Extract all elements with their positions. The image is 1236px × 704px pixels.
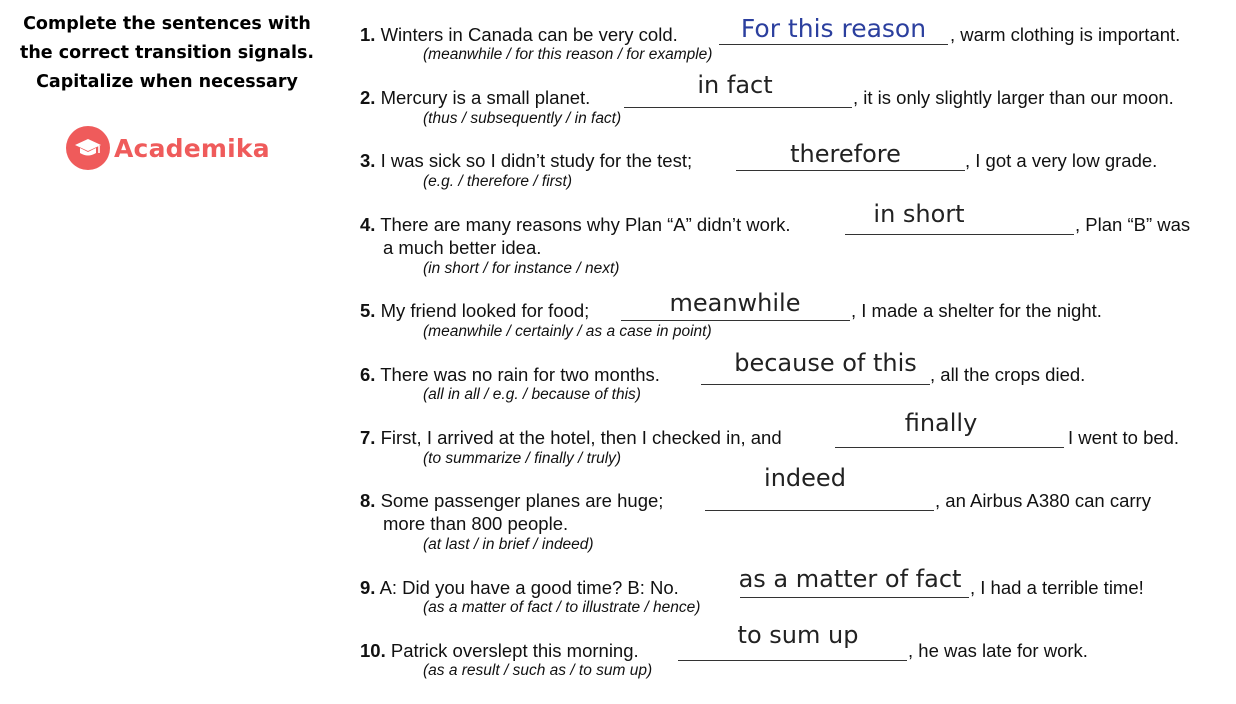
question-number: 5. (360, 300, 376, 321)
answer-text: For this reason (740, 14, 927, 43)
question-number: 3. (360, 150, 376, 171)
question-text: My friend looked for food; (380, 300, 590, 321)
options-hint: (as a matter of fact / to illustrate / hence) (423, 599, 701, 616)
instructions-line-1: Complete the sentences with (23, 14, 311, 34)
options-hint: (in short / for instance / next) (423, 260, 620, 277)
options-hint: (as a result / such as / to sum up) (423, 662, 653, 679)
graduation-cap-icon (66, 126, 110, 170)
question-number: 8. (360, 490, 376, 511)
question-number: 6. (360, 364, 376, 385)
question-text-after: , he was late for work. (908, 640, 1088, 661)
options-hint: (all in all / e.g. / because of this) (423, 386, 641, 403)
options-hint: (e.g. / therefore / first) (423, 173, 573, 190)
question-text: Patrick overslept this morning. (390, 640, 639, 661)
question-text: First, I arrived at the hotel, then I checked in, and (380, 427, 782, 448)
answer-text: finally (904, 409, 978, 437)
question-6 (360, 363, 660, 386)
question-text: There was no rain for two months. (380, 364, 660, 385)
question-text-after: , Plan “B” was (1075, 214, 1191, 235)
question-10 (360, 639, 639, 662)
academika-logo (66, 125, 270, 171)
question-text: I was sick so I didn’t study for the test; (380, 150, 693, 171)
answer-blank[interactable] (736, 170, 965, 171)
question-text: Winters in Canada can be very cold. (380, 24, 678, 45)
question-continuation: more than 800 people. (383, 513, 569, 534)
answer-text: as a matter of fact (738, 565, 962, 593)
answer-text: because of this (734, 349, 917, 377)
question-text-after: , warm clothing is important. (950, 24, 1181, 45)
question-4 (360, 213, 791, 236)
question-text-after: , it is only slightly larger than our moon. (853, 87, 1174, 108)
question-9 (360, 576, 679, 599)
question-text-after: , an Airbus A380 can carry (935, 490, 1151, 511)
question-5 (360, 299, 589, 322)
question-continuation: a much better idea. (383, 237, 542, 258)
logo-text: Academika (114, 133, 270, 163)
answer-blank[interactable] (705, 510, 934, 511)
question-number: 10. (360, 640, 386, 661)
question-text: Some passenger planes are huge; (380, 490, 664, 511)
question-number: 7. (360, 427, 376, 448)
options-hint: (meanwhile / certainly / as a case in point) (423, 323, 712, 340)
question-text: A: Did you have a good time? B: No. (379, 577, 679, 598)
options-hint: (at last / in brief / indeed) (423, 536, 594, 553)
question-text-after: I went to bed. (1068, 427, 1180, 448)
options-hint: (meanwhile / for this reason / for example) (423, 46, 713, 63)
answer-blank[interactable] (621, 320, 850, 321)
instructions-line-3: Capitalize when necessary (36, 72, 298, 92)
answer-text: indeed (764, 464, 846, 492)
options-hint: (thus / subsequently / in fact) (423, 110, 622, 127)
answer-blank[interactable] (719, 44, 948, 45)
question-text-after: , I made a shelter for the night. (851, 300, 1102, 321)
question-1 (360, 23, 678, 46)
answer-blank[interactable] (678, 660, 907, 661)
answer-blank[interactable] (740, 597, 969, 598)
answer-text: meanwhile (669, 289, 801, 317)
question-text: There are many reasons why Plan “A” didn’t work. (380, 214, 791, 235)
question-text-after: , I had a terrible time! (970, 577, 1144, 598)
question-number: 2. (360, 87, 376, 108)
question-8 (360, 489, 663, 512)
question-3 (360, 149, 692, 172)
question-2 (360, 86, 590, 109)
answer-text: therefore (790, 140, 901, 168)
answer-text: in fact (697, 71, 773, 99)
question-text-after: , all the crops died. (930, 364, 1086, 385)
question-number: 9. (360, 577, 376, 598)
instructions-line-2: the correct transition signals. (19, 43, 315, 63)
answer-blank[interactable] (624, 107, 852, 108)
instructions (14, 10, 320, 97)
question-text: Mercury is a small planet. (380, 87, 591, 108)
answer-blank[interactable] (845, 234, 1074, 235)
answer-text: in short (873, 200, 965, 228)
question-number: 4. (360, 214, 376, 235)
question-7 (360, 426, 782, 449)
answer-text: to sum up (737, 621, 859, 649)
question-text-after: , I got a very low grade. (965, 150, 1158, 171)
answer-blank[interactable] (701, 384, 930, 385)
question-number: 1. (360, 24, 376, 45)
options-hint: (to summarize / finally / truly) (423, 450, 622, 467)
answer-blank[interactable] (835, 447, 1064, 448)
